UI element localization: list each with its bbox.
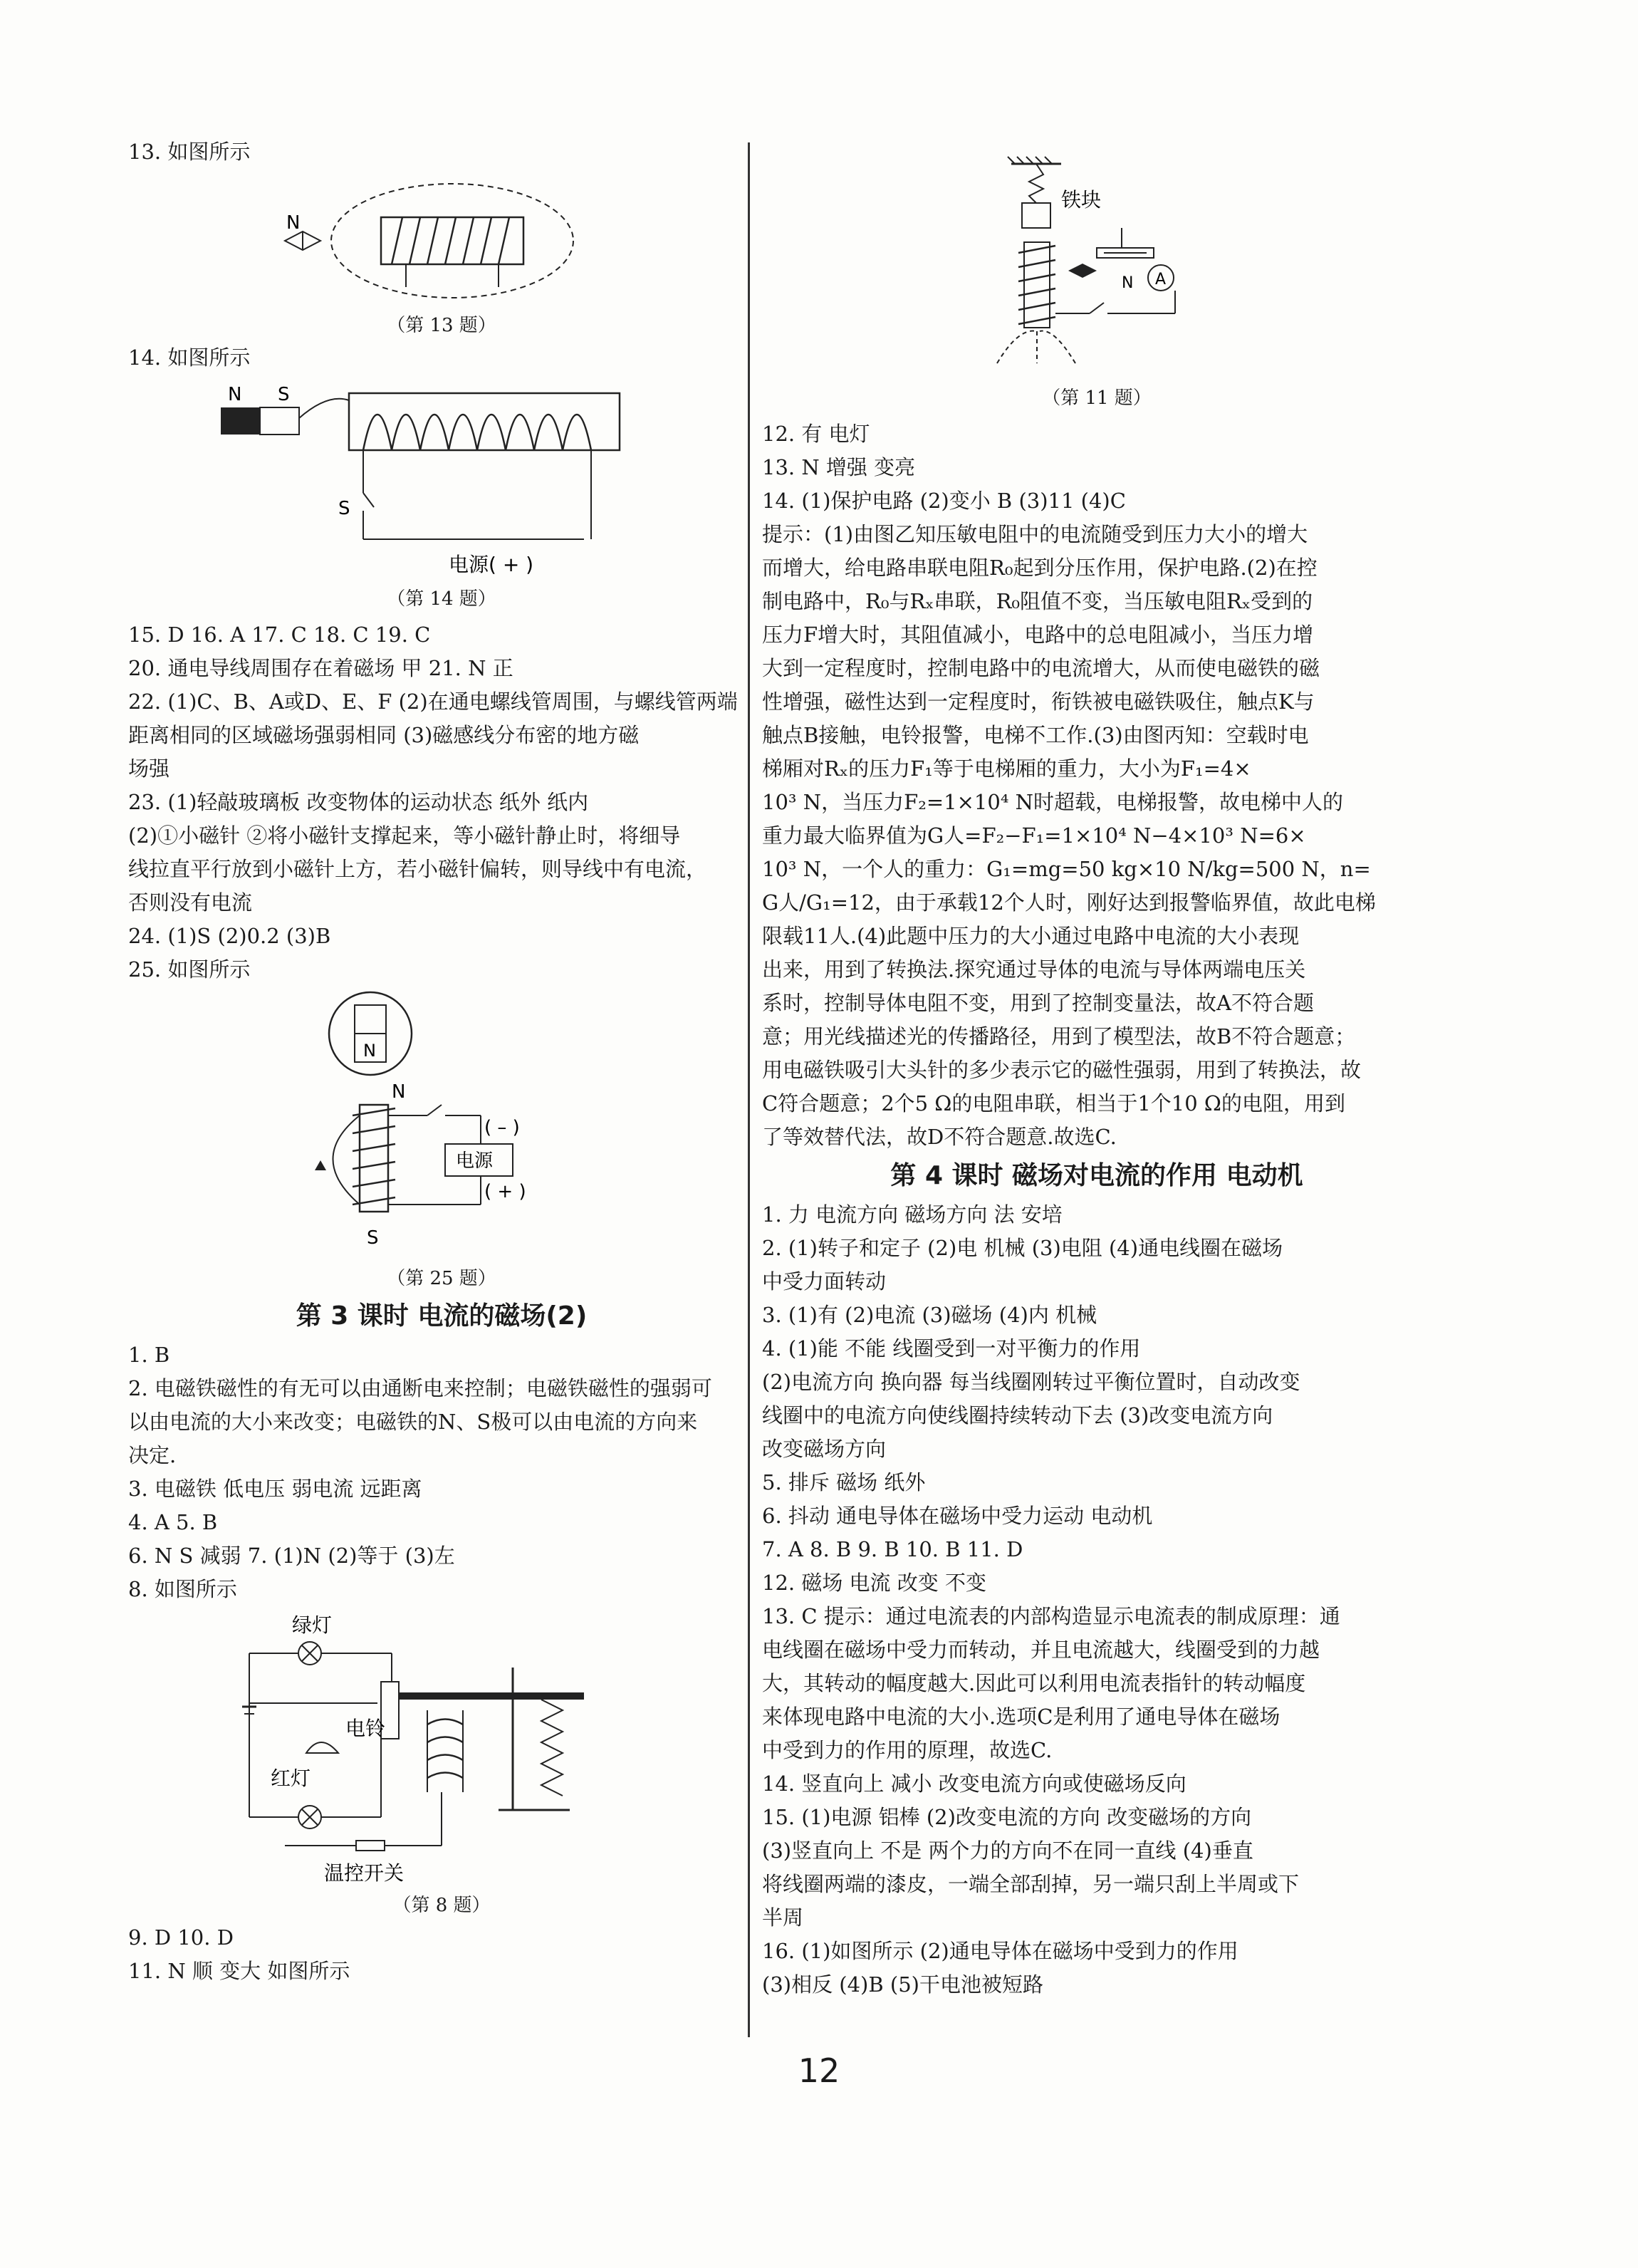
section-4-title: 第 4 课时 磁场对电流的作用 电动机 [890,1161,1303,1190]
left-line-23: 23. (1)轻敲玻璃板 改变物体的运动状态 纸外 纸内 [128,790,589,814]
left-line-15: 15. D 16. A 17. C 18. C 19. C [128,623,431,647]
right-b-4: 4. (1)能 不能 线圈受到一对平衡力的作用 [762,1336,1141,1361]
right-b-9: 6. 抖动 通电导体在磁场中受力运动 电动机 [762,1504,1153,1528]
right-a-14: G人/G₁=12，由于承载12个人时，刚好达到报警临界值，故此电梯 [762,890,1376,915]
fig8-red-label: 红灯 [271,1767,311,1790]
right-b-10: 7. A 8. B 9. B 10. B 11. D [762,1537,1023,1561]
fig11-meter-label: A [1155,271,1167,288]
fig25-needle-n: N [363,1041,376,1061]
fig13-caption: （第 13 题） [387,315,496,336]
right-a-0: 12. 有 电灯 [762,422,870,446]
right-a-3: 提示：(1)由图乙知压敏电阻中的电流随受到压力大小的增大 [762,522,1308,546]
left-b-6: 6. N S 减弱 7. (1)N (2)等于 (3)左 [128,1544,455,1568]
figure-13-diagram [128,173,755,308]
figure-11 [762,135,1431,413]
left-column [128,135,755,1988]
fig14-switch-label: S [338,498,350,519]
left-b-4: 4. A 5. B [128,1510,218,1534]
right-a-19: 用电磁铁吸引大头针的多少表示它的磁性强弱，用到了转换法，故 [762,1058,1362,1082]
left-line-23b: (2)①小磁针 ②将小磁针支撑起来，等小磁针静止时，将细导 [128,823,681,848]
right-b-1: 2. (1)转子和定子 (2)电 机械 (3)电阻 (4)通电线圈在磁场 [762,1236,1283,1260]
right-a-4: 而增大，给电路串联电阻R₀起到分压作用，保护电路.(2)在控 [762,556,1318,580]
left-c-9: 9. D 10. D [128,1925,234,1950]
figure-14 [128,379,755,614]
right-b-22: 16. (1)如图所示 (2)通电导体在磁场中受到力的作用 [762,1939,1238,1963]
left-line-23c: 线拉直平行放到小磁针上方，若小磁针偏转，则导线中有电流， [128,857,707,881]
right-a-9: 触点B接触，电铃报警，电梯不工作.(3)由图丙知：空载时电 [762,723,1309,747]
fig8-caption: （第 8 题） [392,1895,491,1916]
right-b-17: 14. 竖直向上 减小 改变电流方向或使磁场反向 [762,1772,1186,1796]
right-a-16: 出来，用到了转换法.探究通过导体的电流与导体两端电压关 [762,957,1306,982]
right-b-0: 1. 力 电流方向 磁场方向 法 安培 [762,1202,1063,1227]
right-b-23: (3)相反 (4)B (5)干电池被短路 [762,1972,1043,1997]
right-b-16: 中受到力的作用的原理，故选C. [762,1738,1053,1762]
fig13-n-label: N [286,212,301,234]
figure-25-diagram [128,991,755,1262]
right-b-19: (3)竖直向上 不是 两个力的方向不在同一直线 (4)垂直 [762,1838,1253,1863]
right-b-20: 将线圈两端的漆皮，一端全部刮掉，另一端只刮上半周或下 [762,1872,1300,1896]
right-b-14: 大，其转动的幅度越大.因此可以利用电流表指针的转动幅度 [762,1671,1306,1695]
left-b-2b: 以由电流的大小来改变；电磁铁的N、S极可以由电流的方向来 [128,1410,698,1434]
right-a-18: 意；用光线描述光的传播路径，用到了模型法，故B不符合题意； [762,1024,1356,1049]
right-a-21: 了等效替代法，故D不符合题意.故选C. [762,1125,1117,1149]
fig25-minus: ( – ) [484,1117,520,1138]
right-b-8: 5. 排斥 磁场 纸外 [762,1470,926,1494]
left-b-2c: 决定. [128,1443,177,1467]
fig8-green-label: 绿灯 [292,1613,333,1637]
fig11-iron-label: 铁块 [1061,188,1102,212]
right-a-8: 性增强，磁性达到一定程度时，衔铁被电磁铁吸住，触点K与 [762,690,1315,714]
fig14-power-label: 电源( + ) [449,553,534,576]
fig25-power: 电源 [456,1150,494,1172]
right-a-7: 大到一定程度时，控制电路中的电流增大，从而使电磁铁的磁 [762,656,1320,680]
fig8-bell-label: 电铃 [345,1717,386,1740]
right-b-12: 13. C 提示：通过电流表的内部构造显示电流表的制成原理：通 [762,1604,1340,1628]
right-a-5: 制电路中，R₀与Rₓ串联，R₀阻值不变，当压敏电阻Rₓ受到的 [762,589,1313,613]
figure-11-diagram [762,135,1431,381]
right-a-13: 10³ N，一个人的重力：G₁=mg=50 kg×10 N/kg=500 N，n= [762,857,1371,881]
figure-14-diagram [128,379,755,582]
left-b-1: 1. B [128,1343,170,1367]
right-a-15: 限载11人.(4)此题中压力的大小通过电路中电流的大小表现 [762,924,1300,948]
right-b-2: 中受力面转动 [762,1269,887,1294]
left-c-11: 11. N 顺 变大 如图所示 [128,1959,350,1983]
figure-8 [128,1611,755,1917]
q14-text: 14. 如图所示 [128,345,251,370]
right-a-2: 14. (1)保护电路 (2)变小 B (3)11 (4)C [762,489,1126,513]
right-b-3: 3. (1)有 (2)电流 (3)磁场 (4)内 机械 [762,1303,1097,1327]
fig8-switch-label: 温控开关 [324,1861,405,1885]
fig25-plus: ( + ) [484,1181,526,1202]
q13-text: 13. 如图所示 [128,140,251,164]
right-column [762,135,1431,2002]
right-b-6: 线圈中的电流方向使线圈持续转动下去 (3)改变电流方向 [762,1403,1273,1427]
fig11-caption: （第 11 题） [1042,387,1152,409]
fig14-caption: （第 14 题） [387,588,496,610]
fig25-top-n: N [392,1081,406,1103]
left-line-24: 24. (1)S (2)0.2 (3)B [128,924,331,948]
right-a-1: 13. N 增强 变亮 [762,455,916,479]
right-a-10: 梯厢对Rₓ的压力F₁等于电梯厢的重力，大小为F₁=4× [762,756,1251,781]
right-a-17: 系时，控制导体电阻不变，用到了控制变量法，故A不符合题 [762,991,1314,1015]
figure-25 [128,991,755,1290]
right-a-20: C符合题意；2个5 Ω的电阻串联，相当于1个10 Ω的电阻，用到 [762,1091,1345,1115]
fig25-bottom-s: S [367,1227,379,1249]
left-line-25: 25. 如图所示 [128,957,251,982]
right-b-13: 电线圈在磁场中受力而转动，并且电流越大，线圈受到的力越 [762,1638,1320,1662]
left-b-3: 3. 电磁铁 低电压 弱电流 远距离 [128,1477,422,1501]
right-b-15: 来体现电路中电流的大小.选项C是利用了通电导体在磁场 [762,1705,1280,1729]
left-line-22b: 距离相同的区域磁场强弱相同 (3)磁感线分布密的地方磁 [128,723,640,747]
right-b-5: (2)电流方向 换向器 每当线圈刚转过平衡位置时，自动改变 [762,1370,1300,1394]
fig25-caption: （第 25 题） [387,1268,496,1289]
fig14-s-label: S [278,384,290,405]
section-3-title: 第 3 课时 电流的磁场(2) [296,1301,588,1331]
fig11-n-label: N [1122,274,1134,292]
right-b-7: 改变磁场方向 [762,1437,887,1461]
right-a-6: 压力F增大时，其阻值减小，电路中的总电阻减小，当压力增 [762,623,1314,647]
left-line-23d: 否则没有电流 [128,890,253,915]
page-number: 12 [798,2051,840,2090]
right-b-21: 半周 [762,1905,804,1930]
fig14-n-label: N [228,384,242,405]
right-a-11: 10³ N，当压力F₂=1×10⁴ N时超载，电梯报警，故电梯中人的 [762,790,1344,814]
left-line-22: 22. (1)C、B、A或D、E、F (2)在通电螺线管周围，与螺线管两端 [128,690,738,714]
right-b-11: 12. 磁场 电流 改变 不变 [762,1571,986,1595]
figure-8-diagram [128,1611,755,1888]
left-line-22c: 场强 [128,756,170,781]
figure-13 [128,173,755,337]
right-b-18: 15. (1)电源 铝棒 (2)改变电流的方向 改变磁场的方向 [762,1805,1252,1829]
left-b-8: 8. 如图所示 [128,1577,237,1601]
right-a-12: 重力最大临界值为G人=F₂−F₁=1×10⁴ N−4×10³ N=6× [762,823,1306,848]
left-b-2: 2. 电磁铁磁性的有无可以由通断电来控制；电磁铁磁性的强弱可 [128,1376,712,1400]
left-line-20: 20. 通电导线周围存在着磁场 甲 21. N 正 [128,656,513,680]
